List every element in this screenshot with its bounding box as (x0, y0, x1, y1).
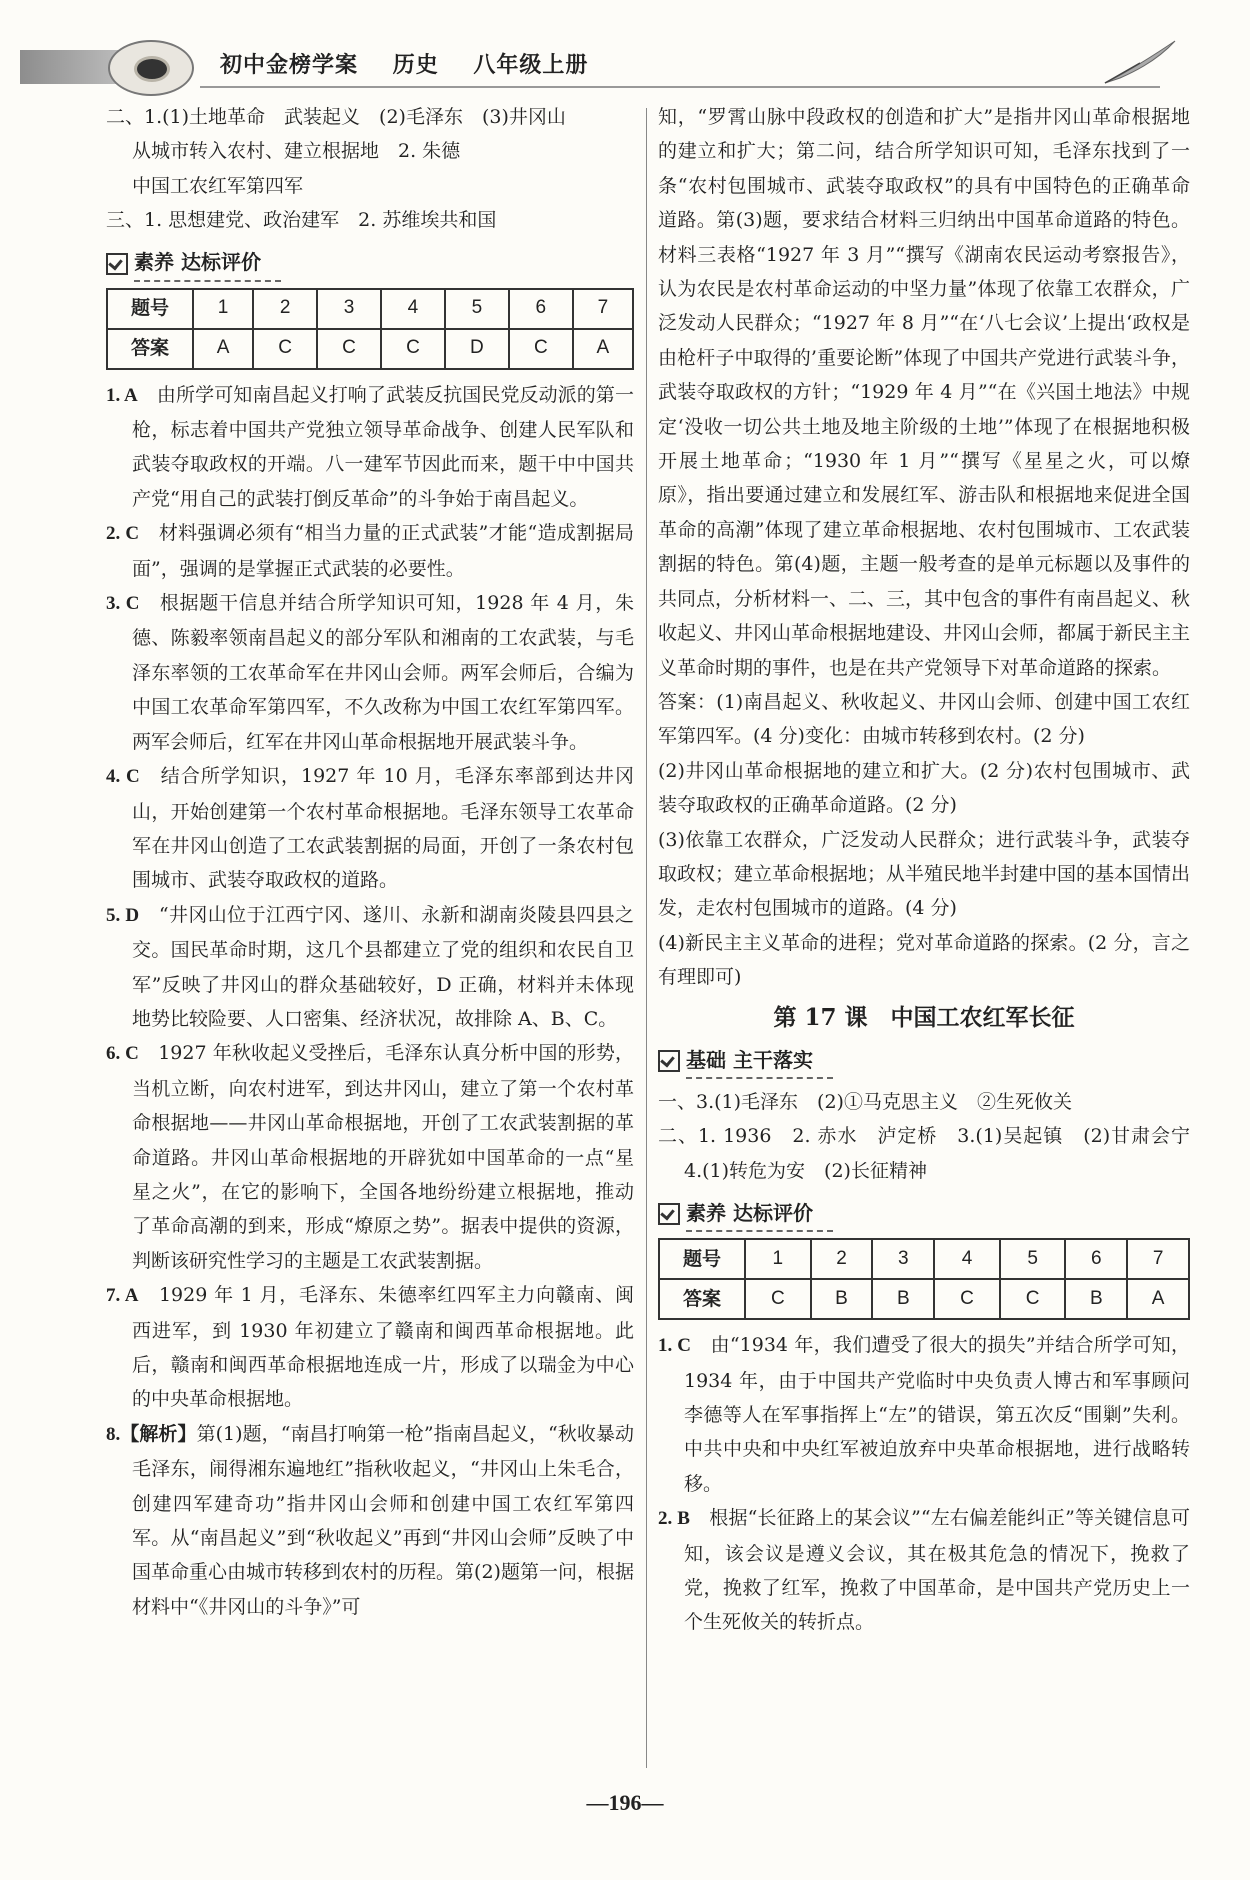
table-row (107, 329, 633, 369)
table-cell: 3 (317, 289, 381, 329)
check-icon (658, 1050, 680, 1072)
table-row (659, 1279, 1189, 1319)
book-subject: 历史 (392, 53, 439, 78)
answer-block: (2)井冈山革命根据地的建立和扩大。(2 分)农村包围城市、武装夺取政权的正确革命道路。(2 分) (658, 759, 1190, 817)
check-icon (106, 253, 128, 275)
question-number: 8.【解析】 (106, 1423, 197, 1445)
answer-table (658, 1238, 1190, 1320)
answer-table (106, 288, 634, 370)
header-title (220, 48, 614, 79)
table-cell: 5 (445, 289, 509, 329)
table-cell: C (1000, 1279, 1066, 1319)
logo (108, 40, 194, 96)
table-cell: 6 (1065, 1239, 1127, 1279)
book-grade: 八年级上册 (473, 53, 589, 78)
answer-line: 从城市转入农村、建立根据地 2. 朱德 (132, 140, 461, 163)
question-number: 5. D (106, 904, 140, 926)
table-cell: 6 (509, 289, 573, 329)
question-number: 4. C (106, 766, 140, 788)
section-heading (658, 1194, 1190, 1234)
table-header-cell: 题号 (107, 289, 193, 329)
right-column (658, 100, 1210, 1640)
explanation-3 (106, 586, 634, 759)
answer-line: 二、1.(1)土地革命 武装起义 (2)毛泽东 (3)井冈山 (106, 106, 566, 128)
table-cell: 1 (193, 289, 253, 329)
explanation-2 (106, 516, 634, 586)
column-divider (646, 108, 647, 1768)
section-label: 素养 达标评价 (134, 245, 281, 281)
explanation-text: 第(1)题，“南昌打响第一枪”指南昌起义，“秋收暴动毛泽东，闹得湘东遍地红”指秋收起义，“井冈山上朱毛合，创建四军建奇功”指井冈山会师和创建中国工农红军第四军。从“南昌起义”到“秋收起义”再到“井冈山会师”反映了中国革命重心由城市转移到农村的历程。第(2)题第一问，根据材料中“《井冈山的斗争》”可 (132, 1422, 634, 1618)
table-cell: 7 (573, 289, 633, 329)
check-icon (658, 1203, 680, 1225)
table-cell: B (872, 1279, 934, 1319)
book-series: 初中金榜学案 (220, 53, 359, 78)
explanation-7 (106, 1278, 634, 1417)
table-cell: C (934, 1279, 1000, 1319)
explanation-continued: 知，“罗霄山脉中段政权的创造和扩大”是指井冈山革命根据地的建立和扩大；第二问，结合所学知识可知，毛泽东找到了一条“农村包围城市、武装夺取政权”的具有中国特色的正确革命道路。第(3)题，要求结合材料三归纳出中国革命道路的特色。材料三表格“1927 年 3 月”“撰写《湖南农民运动考察报告》，认为农民是农村革命运动的中坚力量”体现了依靠工农群众，广泛发动人民群众；“1927 年 8 月”“在‘八七会议’上提出‘政权是由枪杆子中取得的’重要论断”体现了中国共产党进行武装斗争，武装夺取政权的方针；“1929 年 4 月”“在《兴国土地法》中规定‘没收一切公共土地及地主阶级的土地’”体现了在根据地积极开展土地革命；“1930 年 1 月”“撰写《星星之火，可以燎原》，指出要通过建立和发展红军、游击队和根据地来促进全国革命的高潮”体现了建立革命根据地、农村包围城市、工农武装割据的特色。第(4)题，主题一般考查的是单元标题以及事件的共同点，分析材料一、二、三，其中包含的事件有南昌起义、秋收起义、井冈山革命根据地建设、井冈山会师，都属于新民主主义革命时期的事件，也是在共产党领导下对革命道路的探索。 (658, 106, 1191, 679)
question-number: 3. C (106, 593, 140, 615)
table-cell: 7 (1127, 1239, 1189, 1279)
section-heading (658, 1041, 1190, 1081)
table-header-cell: 答案 (659, 1279, 745, 1319)
explanation-8 (106, 1417, 634, 1624)
table-cell: C (381, 329, 445, 369)
answer-block: 答案：(1)南昌起义、秋收起义、井冈山会师、创建中国工农红军第四军。(4 分)变化：由城市转移到农村。(2 分) (658, 690, 1190, 748)
table-cell: C (253, 329, 317, 369)
question-number: 2. C (106, 523, 140, 545)
answer-line: 一、3.(1)毛泽东 (2)①马克思主义 ②生死攸关 (658, 1090, 1072, 1113)
explanation-6 (106, 1036, 634, 1278)
table-cell: D (445, 329, 509, 369)
page-header (20, 38, 1190, 94)
page-number: —196— (586, 1790, 664, 1815)
table-cell: 4 (934, 1239, 1000, 1279)
explanation-text: 1927 年秋收起义受挫后，毛泽东认真分析中国的形势，当机立断，向农村进军，到达井冈山，建立了第一个农村革命根据地——井冈山革命根据地，开创了工农武装割据的革命道路。井冈山革命根据地的开辟犹如中国革命的一点“星星之火”，在它的影响下，全国各地纷纷建立根据地，推动了革命高潮的到来，形成“燎原之势”。据表中提供的资源，判断该研究性学习的主题是工农武装割据。 (132, 1042, 634, 1272)
explanation-text: 材料强调必须有“相当力量的正式武装”才能“造成割据局面”，强调的是掌握正式武装的必要性。 (132, 522, 634, 580)
section-heading (106, 244, 634, 284)
section-label: 基础 主干落实 (686, 1043, 833, 1079)
table-cell: 3 (872, 1239, 934, 1279)
explanation-5 (106, 898, 634, 1037)
eye-icon (134, 56, 170, 82)
table-header-cell: 题号 (659, 1239, 745, 1279)
table-cell: 2 (253, 289, 317, 329)
explanation-text: 由“1934 年，我们遭受了很大的损失”并结合所学可知，1934 年，由于中国共产党临时中央负责人博古和军事顾问李德等人在军事指挥上“左”的错误，第五次反“围剿”失利。中共中央和中央红军被迫放弃中央革命根据地，进行战略转移。 (684, 1334, 1190, 1495)
question-number: 7. A (106, 1285, 139, 1307)
lesson-title: 第 17 课 中国工农红军长征 (773, 1003, 1075, 1031)
question-number: 6. C (106, 1043, 139, 1065)
table-row (107, 289, 633, 329)
question-number: 1. A (106, 384, 138, 406)
answer-line: 三、1. 思想建党、政治建军 2. 苏维埃共和国 (106, 209, 497, 232)
explanation-text: 根据题干信息并结合所学知识可知，1928 年 4 月，朱德、陈毅率领南昌起义的部分军队和湘南的工农武装，与毛泽东率领的工农革命军在井冈山会师。两军会师后，合编为中国工农革命军第四军，不久改称为中国工农红军第四军。两军会师后，红军在井冈山革命根据地开展武装斗争。 (132, 592, 634, 753)
question-number: 2. B (658, 1508, 690, 1530)
table-cell: 2 (811, 1239, 873, 1279)
table-cell: B (1065, 1279, 1127, 1319)
feather-icon (1100, 38, 1180, 88)
question-number: 1. C (658, 1335, 692, 1357)
explanation-1 (658, 1328, 1190, 1501)
explanation-text: 根据“长征路上的某会议”“左右偏差能纠正”等关键信息可知，该会议是遵义会议，其在极其危急的情况下，挽救了党，挽救了红军，挽救了中国革命，是中国共产党历史上一个生死攸关的转折点。 (684, 1507, 1190, 1634)
explanation-4 (106, 759, 634, 898)
explanation-text: 结合所学知识，1927 年 10 月，毛泽东率部到达井冈山，开始创建第一个农村革命根据地。毛泽东领导工农革命军在井冈山创造了工农武装割据的局面，开创了一条农村包围城市、武装夺取政权的道路。 (132, 765, 634, 892)
explanation-text: 由所学可知南昌起义打响了武装反抗国民党反动派的第一枪，标志着中国共产党独立领导革命战争、创建人民军队和武装夺取政权的开端。八一建军节因此而来，题干中中国共产党“用自己的武装打倒反革命”的斗争始于南昌起义。 (132, 383, 634, 510)
table-cell: C (745, 1279, 811, 1319)
table-cell: A (1127, 1279, 1189, 1319)
table-cell: C (317, 329, 381, 369)
table-cell: 4 (381, 289, 445, 329)
answer-line: 中国工农红军第四军 (132, 174, 304, 197)
table-cell: A (193, 329, 253, 369)
table-row (659, 1239, 1189, 1279)
section-label: 素养 达标评价 (686, 1196, 833, 1232)
explanation-2 (658, 1501, 1190, 1640)
table-cell: 1 (745, 1239, 811, 1279)
table-cell: 5 (1000, 1239, 1066, 1279)
answer-block: (3)依靠工农群众，广泛发动人民群众；进行武装斗争，武装夺取政权；建立革命根据地；从半殖民地半封建中国的基本国情出发，走农村包围城市的道路。(4 分) (658, 828, 1191, 920)
table-cell: C (509, 329, 573, 369)
header-rule (200, 86, 1160, 88)
explanation-text: “井冈山位于江西宁冈、遂川、永新和湖南炎陵县四县之交。国民革命时期，这几个县都建立了党的组织和农民自卫军”反映了井冈山的群众基础较好，D 正确，材料并未体现地势比较险要、人口密集、经济状况，故排除 A、B、C。 (132, 903, 634, 1030)
answer-block: (4)新民主主义革命的进程；党对革命道路的探索。(2 分，言之有理即可) (658, 931, 1190, 989)
left-column (106, 100, 634, 1624)
table-cell: A (573, 329, 633, 369)
explanation-1 (106, 378, 634, 517)
explanation-text: 1929 年 1 月，毛泽东、朱德率红四军主力向赣南、闽西进军，到 1930 年初建立了赣南和闽西革命根据地。此后，赣南和闽西革命根据地连成一片，形成了以瑞金为中心的中央革命根据地。 (132, 1284, 634, 1411)
table-cell: B (811, 1279, 873, 1319)
answer-line: 二、1. 1936 2. 赤水 泸定桥 3.(1)吴起镇 (2)甘肃会宁 4.(1)转危为安 (2)长征精神 (658, 1125, 1210, 1182)
table-header-cell: 答案 (107, 329, 193, 369)
